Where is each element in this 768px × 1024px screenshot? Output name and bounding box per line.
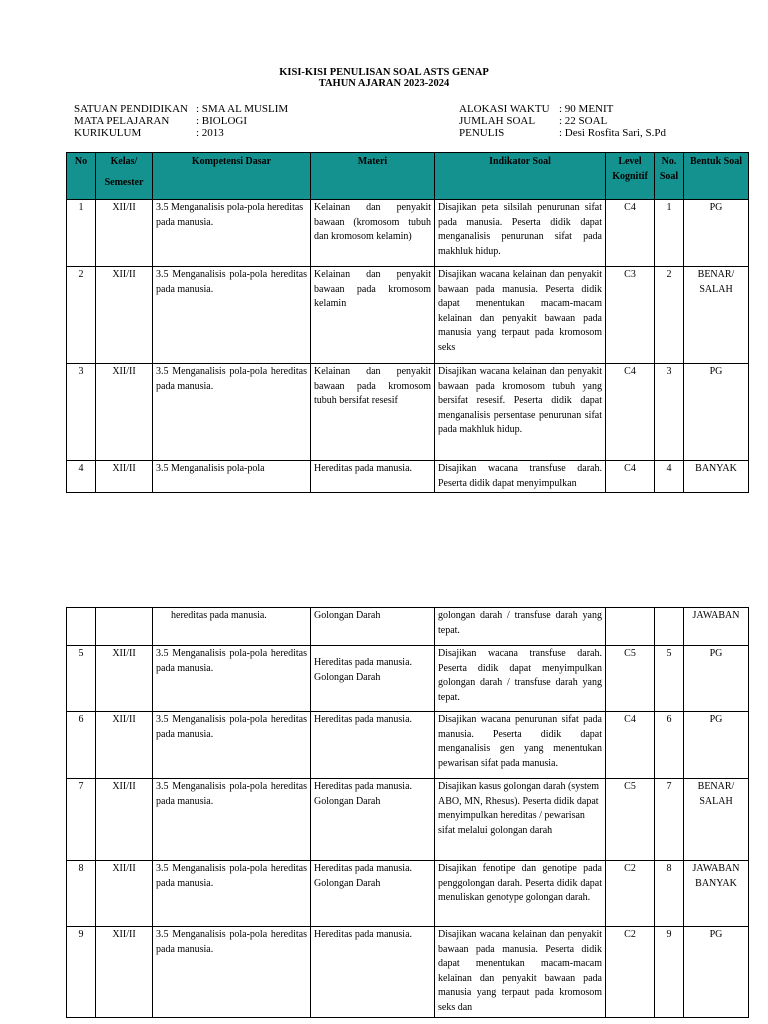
cell-indikator: Disajikan wacana transfuse darah. Peserta didik dapat menyimpulkan golongan darah / transfuse darah yang tepat.: [435, 646, 606, 712]
cell-kompetensi: 3.5 Menganalisis pola-pola hereditas pada manusia.: [153, 712, 311, 779]
cell-nosoal: 9: [655, 927, 684, 1018]
cell-no: 3: [67, 364, 96, 461]
cell-no: 4: [67, 461, 96, 493]
cell-bentuk: BANYAK: [684, 461, 749, 493]
cell-indikator: Disajikan peta silsilah penurunan sifat pada manusia. Peserta didik dapat menganalisis penurunan sifat pada makhluk hidup.: [435, 200, 606, 267]
cell-level: C4: [606, 200, 655, 267]
cell-kelas: XII/II: [96, 200, 153, 267]
cell-indikator: Disajikan wacana kelainan dan penyakit bawaan pada manusia. Peserta didik dapat menentukan macam-macam kelainan dan penyakit bawaan pada manusia yang terpaut pada kromosom seks: [435, 267, 606, 364]
document-subtitle: TAHUN AJARAN 2023-2024: [318, 78, 450, 89]
cell-no: 5: [67, 646, 96, 712]
cell-kelas: XII/II: [96, 267, 153, 364]
cell-no: 1: [67, 200, 96, 267]
cell-materi: Hereditas pada manusia. Golongan Darah: [311, 646, 435, 712]
cell-no: 2: [67, 267, 96, 364]
cell-kompetensi: hereditas pada manusia.: [153, 608, 311, 646]
col-header-level-line2: Kognitif: [612, 170, 648, 182]
table-row: [67, 861, 749, 927]
cell-indikator: Disajikan wacana transfuse darah. Peserta didik dapat menyimpulkan: [435, 461, 606, 493]
meta-label: PENULIS: [459, 127, 505, 139]
cell-materi: Kelainan dan penyakit bawaan (kromosom tubuh dan kromosom kelamin): [311, 200, 435, 267]
cell-level: C5: [606, 646, 655, 712]
col-header-level-line1: Level: [618, 156, 642, 167]
cell-materi: Golongan Darah: [311, 608, 435, 646]
cell-bentuk: JAWABAN BANYAK: [684, 861, 749, 927]
meta-value: : 90 MENIT: [559, 103, 614, 115]
cell-level: C5: [606, 779, 655, 861]
document-title: KISI-KISI PENULISAN SOAL ASTS GENAP: [279, 67, 489, 78]
cell-indikator: golongan darah / transfuse darah yang tepat.: [435, 608, 606, 646]
col-header-nosoal-line1: No.: [661, 156, 677, 167]
cell-kompetensi: 3.5 Menganalisis pola-pola hereditas pada manusia.: [153, 779, 311, 861]
cell-nosoal: 5: [655, 646, 684, 712]
col-header-kompetensi: Kompetensi Dasar: [153, 153, 311, 200]
cell-no: 8: [67, 861, 96, 927]
cell-indikator: Disajikan wacana kelainan dan penyakit bawaan pada manusia. Peserta didik dapat menentukan macam-macam kelainan dan penyakit bawaan pada manusia yang terpaut pada kromosom seks dan: [435, 927, 606, 1018]
cell-materi: Kelainan dan penyakit bawaan pada kromosom kelamin: [311, 267, 435, 364]
meta-label: KURIKULUM: [74, 127, 142, 139]
cell-kelas: XII/II: [96, 364, 153, 461]
col-header-indikator: Indikator Soal: [435, 153, 606, 200]
table-row: [67, 927, 749, 1018]
cell-nosoal: 2: [655, 267, 684, 364]
cell-no: 9: [67, 927, 96, 1018]
table-header-row: [67, 153, 749, 200]
col-header-kelas: [96, 153, 153, 200]
kisi-kisi-table-page-1: [66, 152, 749, 493]
cell-bentuk: PG: [684, 200, 749, 267]
cell-materi: Kelainan dan penyakit bawaan pada kromosom tubuh bersifat resesif: [311, 364, 435, 461]
cell-bentuk: PG: [684, 712, 749, 779]
table-row: [67, 200, 749, 267]
meta-value: : Desi Rosfita Sari, S.Pd: [559, 127, 666, 139]
col-header-no: No: [67, 153, 96, 200]
cell-materi: Hereditas pada manusia. Golongan Darah: [311, 779, 435, 861]
cell-kelas: [96, 608, 153, 646]
cell-no: [67, 608, 96, 646]
col-header-bentuk: Bentuk Soal: [684, 153, 749, 200]
cell-indikator: Disajikan wacana penurunan sifat pada manusia. Peserta didik dapat menganalisis gen yang menentukan pewarisan sifat pada manusia.: [435, 712, 606, 779]
cell-kompetensi: 3.5 Menganalisis pola-pola hereditas pada manusia.: [153, 927, 311, 1018]
meta-label: JUMLAH SOAL: [459, 115, 536, 127]
cell-bentuk: BENAR/ SALAH: [684, 267, 749, 364]
table-row: [67, 267, 749, 364]
col-header-materi: Materi: [311, 153, 435, 200]
cell-bentuk: JAWABAN: [684, 608, 749, 646]
col-header-kelas-line2: Semester: [104, 176, 144, 188]
cell-level: C4: [606, 364, 655, 461]
cell-kompetensi: 3.5 Menganalisis pola-pola hereditas pada manusia.: [153, 646, 311, 712]
meta-label: MATA PELAJARAN: [74, 115, 170, 127]
cell-kelas: XII/II: [96, 927, 153, 1018]
cell-indikator: Disajikan wacana kelainan dan penyakit bawaan pada kromosom tubuh yang bersifat resesif. Peserta didik dapat menganalisis persentase penurunan sifat pada makhluk hidup.: [435, 364, 606, 461]
cell-materi: Hereditas pada manusia. Golongan Darah: [311, 861, 435, 927]
cell-nosoal: 3: [655, 364, 684, 461]
col-header-kelas-line1: Kelas/: [110, 156, 138, 167]
kisi-kisi-table-page-2: [66, 607, 749, 1018]
cell-level: C3: [606, 267, 655, 364]
cell-nosoal: 4: [655, 461, 684, 493]
cell-kompetensi: 3.5 Menganalisis pola-pola hereditas pada manusia.: [153, 267, 311, 364]
cell-nosoal: 8: [655, 861, 684, 927]
col-header-nosoal-line2: Soal: [659, 170, 679, 182]
cell-materi: Hereditas pada manusia.: [311, 927, 435, 1018]
table-row: [67, 712, 749, 779]
table-row: [67, 646, 749, 712]
cell-bentuk: PG: [684, 364, 749, 461]
meta-label: ALOKASI WAKTU: [459, 103, 550, 115]
meta-value: : BIOLOGI: [196, 115, 248, 127]
cell-kompetensi: 3.5 Menganalisis pola-pola hereditas pada manusia.: [153, 861, 311, 927]
cell-kompetensi: 3.5 Menganalisis pola-pola hereditas pada manusia.: [153, 200, 311, 267]
table-row: [67, 364, 749, 461]
cell-kompetensi: 3.5 Menganalisis pola-pola: [153, 461, 311, 493]
col-header-level: [606, 153, 655, 200]
meta-value: : 2013: [196, 127, 224, 139]
cell-level: C2: [606, 927, 655, 1018]
cell-bentuk: PG: [684, 646, 749, 712]
meta-value: : 22 SOAL: [559, 115, 608, 127]
cell-kelas: XII/II: [96, 461, 153, 493]
table-row: [67, 608, 749, 646]
cell-nosoal: [655, 608, 684, 646]
cell-no: 6: [67, 712, 96, 779]
cell-nosoal: 7: [655, 779, 684, 861]
meta-left: [74, 103, 354, 143]
meta-label: SATUAN PENDIDIKAN: [74, 103, 188, 115]
cell-level: C4: [606, 461, 655, 493]
cell-kelas: XII/II: [96, 779, 153, 861]
table-row: [67, 461, 749, 493]
cell-bentuk: BENAR/ SALAH: [684, 779, 749, 861]
cell-level: [606, 608, 655, 646]
cell-materi: Hereditas pada manusia.: [311, 461, 435, 493]
table-row: [67, 779, 749, 861]
cell-indikator: Disajikan kasus golongan darah (system ABO, MN, Rhesus). Peserta didik dapat menyimpulkan hereditas / pewarisan sifat melalui golongan darah: [435, 779, 606, 861]
cell-nosoal: 1: [655, 200, 684, 267]
col-header-nosoal: [655, 153, 684, 200]
cell-kelas: XII/II: [96, 712, 153, 779]
cell-bentuk: PG: [684, 927, 749, 1018]
cell-level: C4: [606, 712, 655, 779]
cell-indikator: Disajikan fenotipe dan genotipe pada penggolongan darah. Peserta didik dapat menuliskan genotype golongan darah.: [435, 861, 606, 927]
cell-no: 7: [67, 779, 96, 861]
cell-nosoal: 6: [655, 712, 684, 779]
meta-right: [459, 103, 699, 143]
cell-materi: Hereditas pada manusia.: [311, 712, 435, 779]
meta-value: : SMA AL MUSLIM: [196, 103, 289, 115]
cell-kompetensi: 3.5 Menganalisis pola-pola hereditas pada manusia.: [153, 364, 311, 461]
cell-kelas: XII/II: [96, 861, 153, 927]
cell-level: C2: [606, 861, 655, 927]
cell-kelas: XII/II: [96, 646, 153, 712]
